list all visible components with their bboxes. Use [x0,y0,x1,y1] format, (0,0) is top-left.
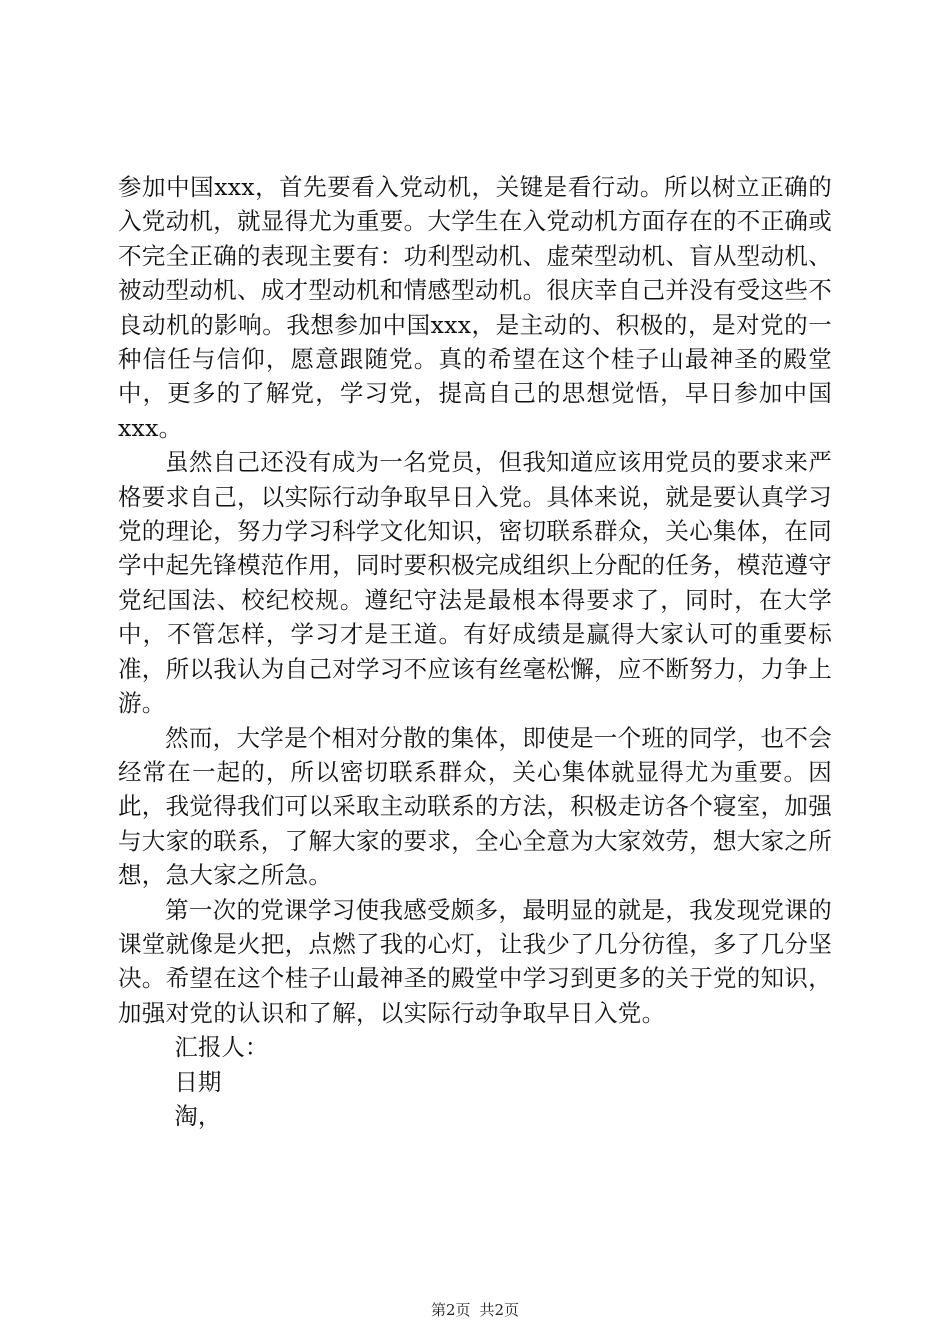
paragraph-2: 虽然自己还没有成为一名党员，但我知道应该用党员的要求来严格要求自己，以实际行动争取早日入党。具体来说，就是要认真学习党的理论，努力学习科学文化知识，密切联系群众，关心集体，在同学中起先锋模范作用，同时要积极完成组织上分配的任务，模范遵守党纪国法、校纪校规。遵纪守法是最根本得要求了，同时，在大学中，不管怎样，学习才是王道。有好成绩是赢得大家认可的重要标准，所以我认为自己对学习不应该有丝毫松懈，应不断努力，力争上游。 [118,448,832,718]
paragraph-1: 参加中国xxx，首先要看入党动机，关键是看行动。所以树立正确的入党动机，就显得尤为重要。大学生在入党动机方面存在的不正确或不完全正确的表现主要有：功利型动机、虚荣型动机、盲从型动机、被动型动机、成才型动机和情感型动机。很庆幸自己并没有受这些不良动机的影响。我想参加中国xxx，是主动的、积极的，是对党的一种信任与信仰，愿意跟随党。真的希望在这个桂子山最神圣的殿堂中，更多的了解党，学习党，提高自己的思想觉悟，早日参加中国xxx。 [118,173,832,442]
page-number: 第2页 [430,1301,471,1319]
paragraph-3: 然而，大学是个相对分散的集体，即使是一个班的同学，也不会经常在一起的，所以密切联系群众，关心集体就显得尤为重要。因此，我觉得我们可以采取主动联系的方法，积极走访各个寝室，加强与大家的联系，了解大家的要求，全心全意为大家效劳，想大家之所想，急大家之所急。 [118,723,832,890]
page-total: 共2页 [479,1301,520,1319]
signature-date: 日期 [174,1067,222,1096]
signature-extra: 淘， [174,1101,222,1130]
signature-reporter: 汇报人： [174,1033,269,1062]
page-footer [0,1300,950,1320]
document-body [118,170,832,1133]
paragraph-4: 第一次的党课学习使我感受颇多，最明显的就是，我发现党课的课堂就像是火把，点燃了我的心灯，让我少了几分彷徨，多了几分坚决。希望在这个桂子山最神圣的殿堂中学习到更多的关于党的知识，加强对党的认识和了解，以实际行动争取早日入党。 [118,895,832,1027]
